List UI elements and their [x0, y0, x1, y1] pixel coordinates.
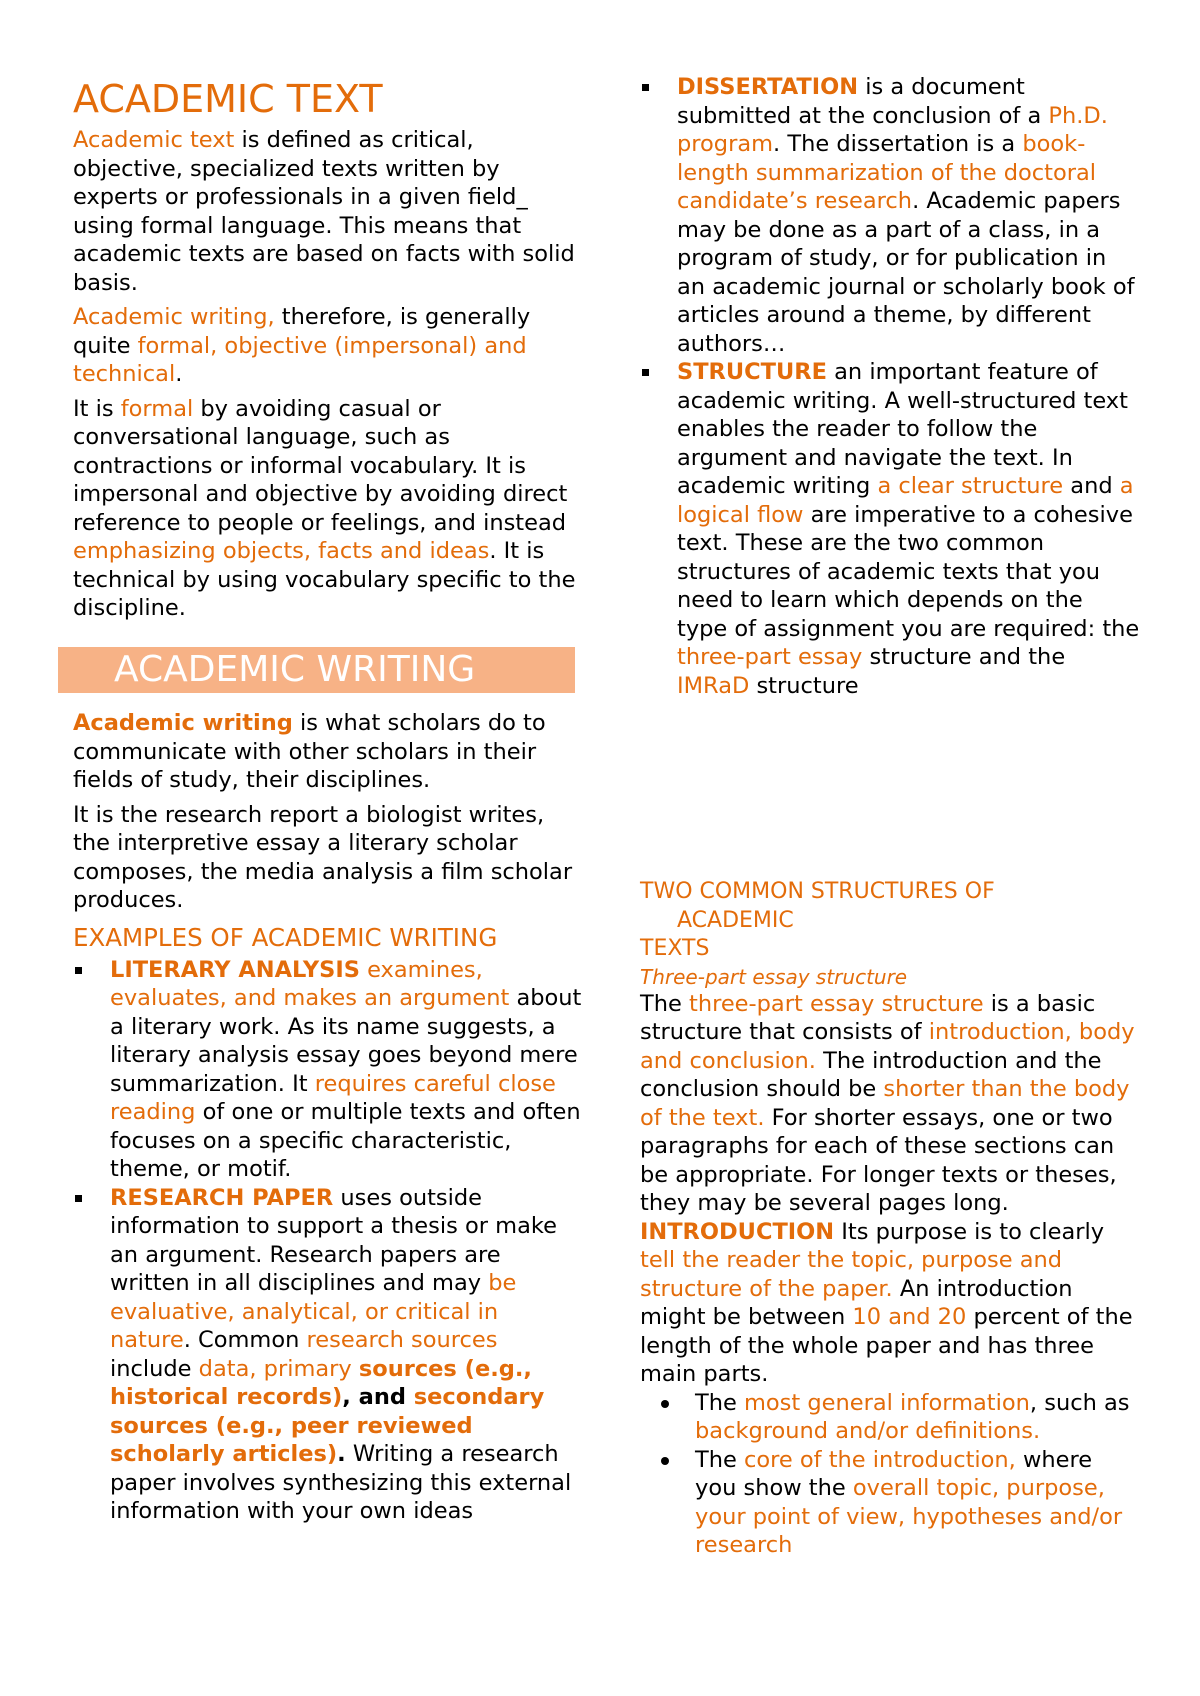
term-academic-writing-bold: Academic writing: [73, 710, 293, 736]
academic-writing-paragraph: [73, 303, 583, 389]
definitions-list: [640, 73, 1140, 700]
highlight-span: background and/or definitions.: [695, 1418, 1041, 1444]
list-item-core-introduction: [640, 1446, 1140, 1560]
highlight-span: a clear structure: [877, 473, 1064, 499]
introduction-parts-list: [640, 1389, 1140, 1560]
text-span: , and: [342, 1384, 414, 1410]
highlight-span: research sources: [306, 1327, 498, 1353]
introduction-paragraph: [640, 1218, 1140, 1389]
text-span: are imperative to a cohesive text. These are the two common structures of academic texts that you need to learn which depends on the type of assignment you are required: the: [677, 501, 1140, 642]
text-span: include: [110, 1355, 199, 1382]
left-column-upper: [73, 126, 583, 623]
highlight-bold-span: secondary sources (e.g., peer reviewed scholarly articles): [110, 1384, 545, 1467]
text-span: is what scholars do to communicate with other scholars in their fields of study, their disciplines.: [73, 710, 546, 793]
highlight-span: book-length summarization of the doctoral candidate’s research: [677, 131, 1097, 214]
list-item-structure: [640, 358, 1140, 700]
text-span: of one or multiple texts and often focuses on a specific characteristic, theme, or motif.: [110, 1099, 581, 1182]
heading-line: ACADEMIC: [677, 907, 794, 933]
term-dissertation: DISSERTATION: [677, 74, 859, 100]
heading-line: TEXTS: [640, 936, 710, 961]
term-academic-text: Academic text: [73, 127, 235, 153]
text-span: percent of the length of the whole paper and has three main parts.: [640, 1304, 1133, 1387]
text-span: The: [640, 990, 689, 1017]
examples-heading: EXAMPLES OF ACADEMIC WRITING: [73, 922, 498, 952]
text-span: an important feature of academic writing. A well-structured text enables the reader to follow the argument and navigate the text. In academic writing: [677, 359, 1128, 499]
text-span: . The dissertation is a: [773, 131, 1023, 157]
term-literary-analysis: LITERARY ANALYSIS: [110, 956, 360, 983]
text-span: is a basic structure that consists of: [640, 990, 1096, 1045]
term-research-paper: RESEARCH PAPER: [110, 1184, 334, 1211]
list-item-dissertation: [640, 73, 1140, 358]
text-span: therefore, is generally quite: [73, 304, 531, 359]
page-title: ACADEMIC TEXT: [73, 77, 383, 121]
text-span: For shorter essays, one or two paragraphs for each of these sections can be appropriate. For longer texts or theses, they may be several pages long.: [640, 1104, 1117, 1216]
highlight-span: requires careful close reading: [110, 1070, 556, 1125]
text-span: The: [695, 1389, 744, 1416]
list-item-literary-analysis: [73, 956, 583, 1184]
highlight-span: core of the introduction,: [744, 1446, 1016, 1473]
academic-text-definition: [73, 126, 583, 297]
examples-list: [73, 956, 583, 1526]
highlight-span: formal, objective (impersonal) and technical: [73, 332, 527, 387]
heading-line: TWO COMMON STRUCTURES OF: [640, 879, 995, 904]
highlight-span: three-part essay: [677, 644, 863, 670]
highlight-span: Ph.D. program: [677, 102, 1108, 157]
term-structure: STRUCTURE: [677, 359, 827, 385]
text-span: uses outside information to support a thesis or make an argument. Research papers are written in all disciplines and may: [110, 1184, 557, 1296]
text-span: and: [1063, 473, 1120, 499]
text-span: An introduction might be between: [640, 1275, 1073, 1330]
text-span: Its purpose is to clearly: [834, 1218, 1105, 1245]
formal-paragraph: [73, 395, 583, 623]
highlight-span: tell the reader the topic, purpose and structure of the paper.: [640, 1247, 1063, 1302]
highlight-span: 10 and 20: [852, 1304, 967, 1330]
text-span: is a document submitted at the conclusion of a: [677, 74, 1049, 129]
text-span: The introduction and the conclusion should be: [640, 1047, 1102, 1102]
left-column-lower: [73, 709, 583, 1526]
list-item-general-information: [640, 1389, 1140, 1446]
highlight-span: IMRaD: [677, 672, 750, 699]
highlight-span: a logical flow: [677, 473, 1134, 528]
term-academic-writing: Academic writing,: [73, 304, 275, 330]
term-introduction: INTRODUCTION: [640, 1218, 835, 1245]
highlight-bold-span: sources (e.g., historical records): [110, 1355, 532, 1410]
highlight-span: examines, evaluates, and makes an argument: [110, 956, 510, 1011]
right-column-upper: [640, 73, 1140, 700]
text-span: .: [337, 1441, 346, 1467]
highlight-span: emphasizing objects, facts and ideas: [73, 538, 490, 564]
three-part-paragraph: [640, 990, 1140, 1218]
academic-writing-banner: ACADEMIC WRITING: [58, 647, 575, 693]
text-span: by avoiding casual or conversational language, such as contractions or informal vocabulary. It is impersonal and objective by avoiding direct reference to people or feelings, and instead: [73, 395, 568, 536]
text-span: . Academic papers may be done as a part of a class, in a program of study, or for publication in an academic journal or scholarly book of articles around a theme, by different authors…: [677, 188, 1135, 357]
research-report-paragraph: It is the research report a biologist writes, the interpretive essay a literary scholar composes, the media analysis a film scholar produces.: [73, 801, 573, 913]
right-column-lower: [640, 878, 1140, 1560]
highlight-span: formal: [120, 395, 194, 422]
text-span: about a literary work. As its name suggests, a literary analysis essay goes beyond mere summarization. It: [110, 985, 582, 1097]
highlight-span: shorter than the body of the text.: [640, 1076, 1130, 1131]
text-span: , such as: [1029, 1389, 1130, 1416]
highlight-span: most general information: [744, 1389, 1030, 1416]
text-span: Writing a research paper involves synthesizing this external information with your own ideas: [110, 1441, 572, 1524]
highlight-span: overall topic, purpose, your point of view, hypotheses and/or research: [695, 1475, 1123, 1558]
list-item-research-paper: [73, 1184, 583, 1526]
text-span: structure and the: [862, 644, 1066, 670]
text-span: The: [695, 1446, 744, 1473]
highlight-span: introduction, body and conclusion.: [640, 1019, 1135, 1074]
text-span: where you show the: [695, 1446, 1093, 1501]
highlight-span: three-part essay structure: [689, 990, 984, 1017]
three-part-subheading: Three-part essay structure: [640, 964, 908, 989]
text-span: . It is technical by using vocabulary specific to the discipline.: [73, 538, 576, 621]
highlight-span: data, primary: [198, 1355, 359, 1382]
text-span: It is: [73, 395, 121, 422]
text-span: structure: [749, 672, 859, 699]
text-span: . Common: [183, 1327, 307, 1353]
academic-writing-definition: [73, 709, 583, 795]
text-span: .: [175, 361, 183, 387]
two-structures-heading: [640, 878, 1140, 964]
highlight-span: be evaluative, analytical, or critical in nature: [110, 1270, 517, 1353]
text-span: is defined as critical, objective, specialized texts written by experts or professionals in a given field_ using formal language. This means that academic texts are based on facts with solid basis.: [73, 127, 575, 296]
